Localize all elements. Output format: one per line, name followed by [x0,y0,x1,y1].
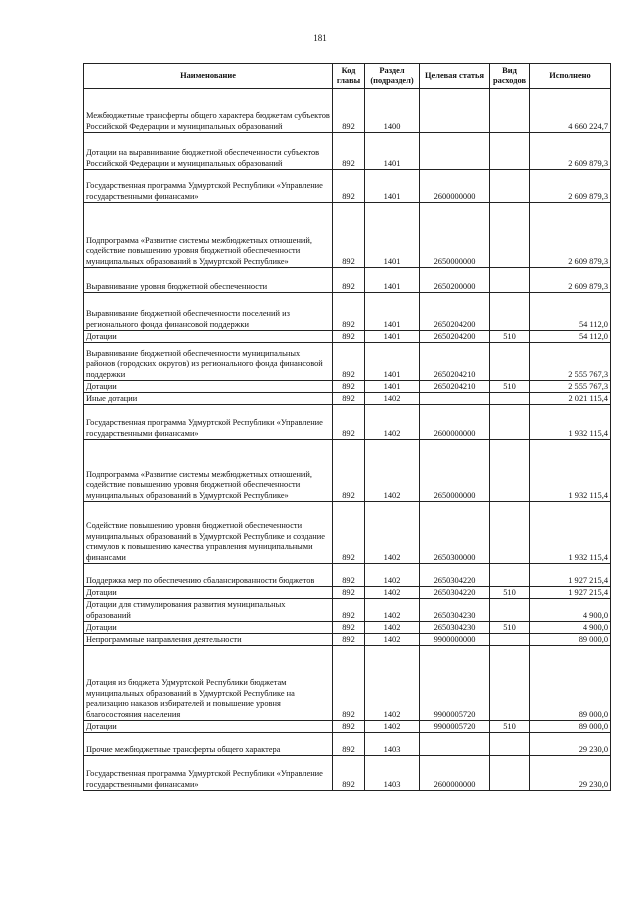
table-row [84,599,611,622]
row-code: 892 [333,502,365,564]
table-row [84,733,611,756]
row-executed: 1 927 215,4 [530,564,611,587]
row-target [420,393,490,405]
row-code: 892 [333,293,365,331]
row-target: 2600000000 [420,170,490,203]
row-executed: 29 230,0 [530,733,611,756]
table-row [84,268,611,293]
table-row [84,405,611,440]
row-code: 892 [333,733,365,756]
row-executed: 1 927 215,4 [530,587,611,599]
table-row [84,331,611,343]
row-executed: 2 555 767,3 [530,381,611,393]
row-type [490,405,530,440]
row-name: Государственная программа Удмуртской Республики «Управление государственными финансами» [84,756,333,791]
table-header-row [84,64,611,89]
row-name: Межбюджетные трансферты общего характера бюджетам субъектов Российской Федерации и муниципальных образований [84,89,333,133]
row-type [490,502,530,564]
row-code: 892 [333,405,365,440]
row-executed: 2 609 879,3 [530,268,611,293]
row-code: 892 [333,393,365,405]
row-section: 1402 [365,564,420,587]
row-target: 2650204210 [420,343,490,381]
row-type [490,393,530,405]
row-type: 510 [490,622,530,634]
row-section: 1401 [365,293,420,331]
row-code: 892 [333,622,365,634]
row-executed: 54 112,0 [530,331,611,343]
row-section: 1402 [365,393,420,405]
row-code: 892 [333,756,365,791]
row-target: 2650304230 [420,599,490,622]
row-name: Выравнивание бюджетной обеспеченности муниципальных районов (городских округов) из регионального фонда финансовой поддержки [84,343,333,381]
row-executed: 2 609 879,3 [530,170,611,203]
row-type [490,440,530,502]
row-code: 892 [333,381,365,393]
table-row [84,622,611,634]
row-code: 892 [333,646,365,721]
row-section: 1402 [365,599,420,622]
row-code: 892 [333,203,365,268]
row-target [420,89,490,133]
row-section: 1402 [365,721,420,733]
row-type [490,268,530,293]
row-executed: 89 000,0 [530,721,611,733]
row-section: 1400 [365,89,420,133]
table-row [84,343,611,381]
row-section: 1401 [365,133,420,170]
row-target: 9900000000 [420,634,490,646]
row-section: 1402 [365,634,420,646]
row-code: 892 [333,343,365,381]
row-target: 2650204200 [420,331,490,343]
row-target [420,733,490,756]
row-name: Дотации [84,331,333,343]
header-section: Раздел (подраздел) [365,64,420,89]
row-code: 892 [333,634,365,646]
table-row [84,170,611,203]
row-code: 892 [333,587,365,599]
row-type [490,293,530,331]
row-executed: 54 112,0 [530,293,611,331]
row-section: 1402 [365,502,420,564]
row-type [490,89,530,133]
table-row [84,293,611,331]
row-target: 2650304220 [420,564,490,587]
row-target: 2650000000 [420,203,490,268]
row-code: 892 [333,331,365,343]
row-section: 1402 [365,405,420,440]
row-code: 892 [333,599,365,622]
row-section: 1403 [365,733,420,756]
row-section: 1401 [365,170,420,203]
table-row [84,393,611,405]
row-executed: 2 609 879,3 [530,203,611,268]
header-name: Наименование [84,64,333,89]
row-section: 1401 [365,343,420,381]
row-target: 2650304220 [420,587,490,599]
row-type: 510 [490,721,530,733]
row-target: 2650304230 [420,622,490,634]
row-target: 9900005720 [420,721,490,733]
table-row [84,203,611,268]
row-executed: 4 900,0 [530,622,611,634]
row-type [490,133,530,170]
row-section: 1401 [365,381,420,393]
row-name: Непрограммные направления деятельности [84,634,333,646]
row-target: 2650204200 [420,293,490,331]
row-target: 2600000000 [420,405,490,440]
row-name: Государственная программа Удмуртской Республики «Управление государственными финансами» [84,170,333,203]
table-row [84,440,611,502]
page-number: 181 [313,33,327,43]
row-type [490,564,530,587]
row-code: 892 [333,133,365,170]
row-name: Поддержка мер по обеспечению сбалансированности бюджетов [84,564,333,587]
header-executed: Исполнено [530,64,611,89]
row-executed: 1 932 115,4 [530,440,611,502]
row-target: 9900005720 [420,646,490,721]
row-name: Выравнивание уровня бюджетной обеспеченности [84,268,333,293]
row-executed: 4 660 224,7 [530,89,611,133]
row-name: Дотации [84,381,333,393]
row-type [490,170,530,203]
row-name: Подпрограмма «Развитие системы межбюджетных отношений, содействие повышению уровня бюджетной обеспеченности муниципальных образований в Удмуртской Республике» [84,440,333,502]
row-name: Прочие межбюджетные трансферты общего характера [84,733,333,756]
row-section: 1402 [365,646,420,721]
table-row [84,646,611,721]
row-executed: 4 900,0 [530,599,611,622]
row-type: 510 [490,381,530,393]
row-executed: 2 021 115,4 [530,393,611,405]
row-type [490,634,530,646]
row-target: 2650200000 [420,268,490,293]
row-section: 1401 [365,203,420,268]
row-target: 2600000000 [420,756,490,791]
row-executed: 2 555 767,3 [530,343,611,381]
row-type [490,646,530,721]
row-code: 892 [333,89,365,133]
row-target: 2650300000 [420,502,490,564]
row-section: 1401 [365,268,420,293]
header-code: Код главы [333,64,365,89]
table-row [84,721,611,733]
table-row [84,502,611,564]
table-row [84,564,611,587]
row-type [490,343,530,381]
row-section: 1402 [365,587,420,599]
row-executed: 89 000,0 [530,634,611,646]
row-target [420,133,490,170]
row-name: Выравнивание бюджетной обеспеченности поселений из регионального фонда финансовой поддержки [84,293,333,331]
row-section: 1403 [365,756,420,791]
header-target: Целевая статья [420,64,490,89]
row-name: Дотация из бюджета Удмуртской Республики бюджетам муниципальных образований в Удмуртской Республике на реализацию наказов избирателей и повышение уровня благосостояния населения [84,646,333,721]
table-row [84,89,611,133]
row-name: Дотации для стимулирования развития муниципальных образований [84,599,333,622]
row-executed: 89 000,0 [530,646,611,721]
row-type [490,756,530,791]
table-row [84,756,611,791]
row-target: 2650000000 [420,440,490,502]
table-row [84,381,611,393]
row-name: Дотации на выравнивание бюджетной обеспеченности субъектов Российской Федерации и муниципальных образований [84,133,333,170]
row-section: 1402 [365,622,420,634]
budget-execution-table [83,63,611,791]
header-type: Вид расходов [490,64,530,89]
table-row [84,133,611,170]
row-section: 1401 [365,331,420,343]
row-target: 2650204210 [420,381,490,393]
row-name: Государственная программа Удмуртской Республики «Управление государственными финансами» [84,405,333,440]
row-code: 892 [333,440,365,502]
row-name: Иные дотации [84,393,333,405]
row-name: Содействие повышению уровня бюджетной обеспеченности муниципальных образований в Удмуртской Республике и создание стимулов к повышению качества управления муниципальными финансами [84,502,333,564]
row-type [490,203,530,268]
row-executed: 1 932 115,4 [530,502,611,564]
row-name: Подпрограмма «Развитие системы межбюджетных отношений, содействие повышению уровня бюджетной обеспеченности муниципальных образований в Удмуртской Республике» [84,203,333,268]
row-type [490,733,530,756]
row-code: 892 [333,170,365,203]
row-executed: 1 932 115,4 [530,405,611,440]
row-type: 510 [490,587,530,599]
row-name: Дотации [84,721,333,733]
row-executed: 2 609 879,3 [530,133,611,170]
row-name: Дотации [84,622,333,634]
row-name: Дотации [84,587,333,599]
row-code: 892 [333,721,365,733]
row-type [490,599,530,622]
row-code: 892 [333,564,365,587]
row-type: 510 [490,331,530,343]
row-code: 892 [333,268,365,293]
row-section: 1402 [365,440,420,502]
table-row [84,587,611,599]
table-row [84,634,611,646]
row-executed: 29 230,0 [530,756,611,791]
